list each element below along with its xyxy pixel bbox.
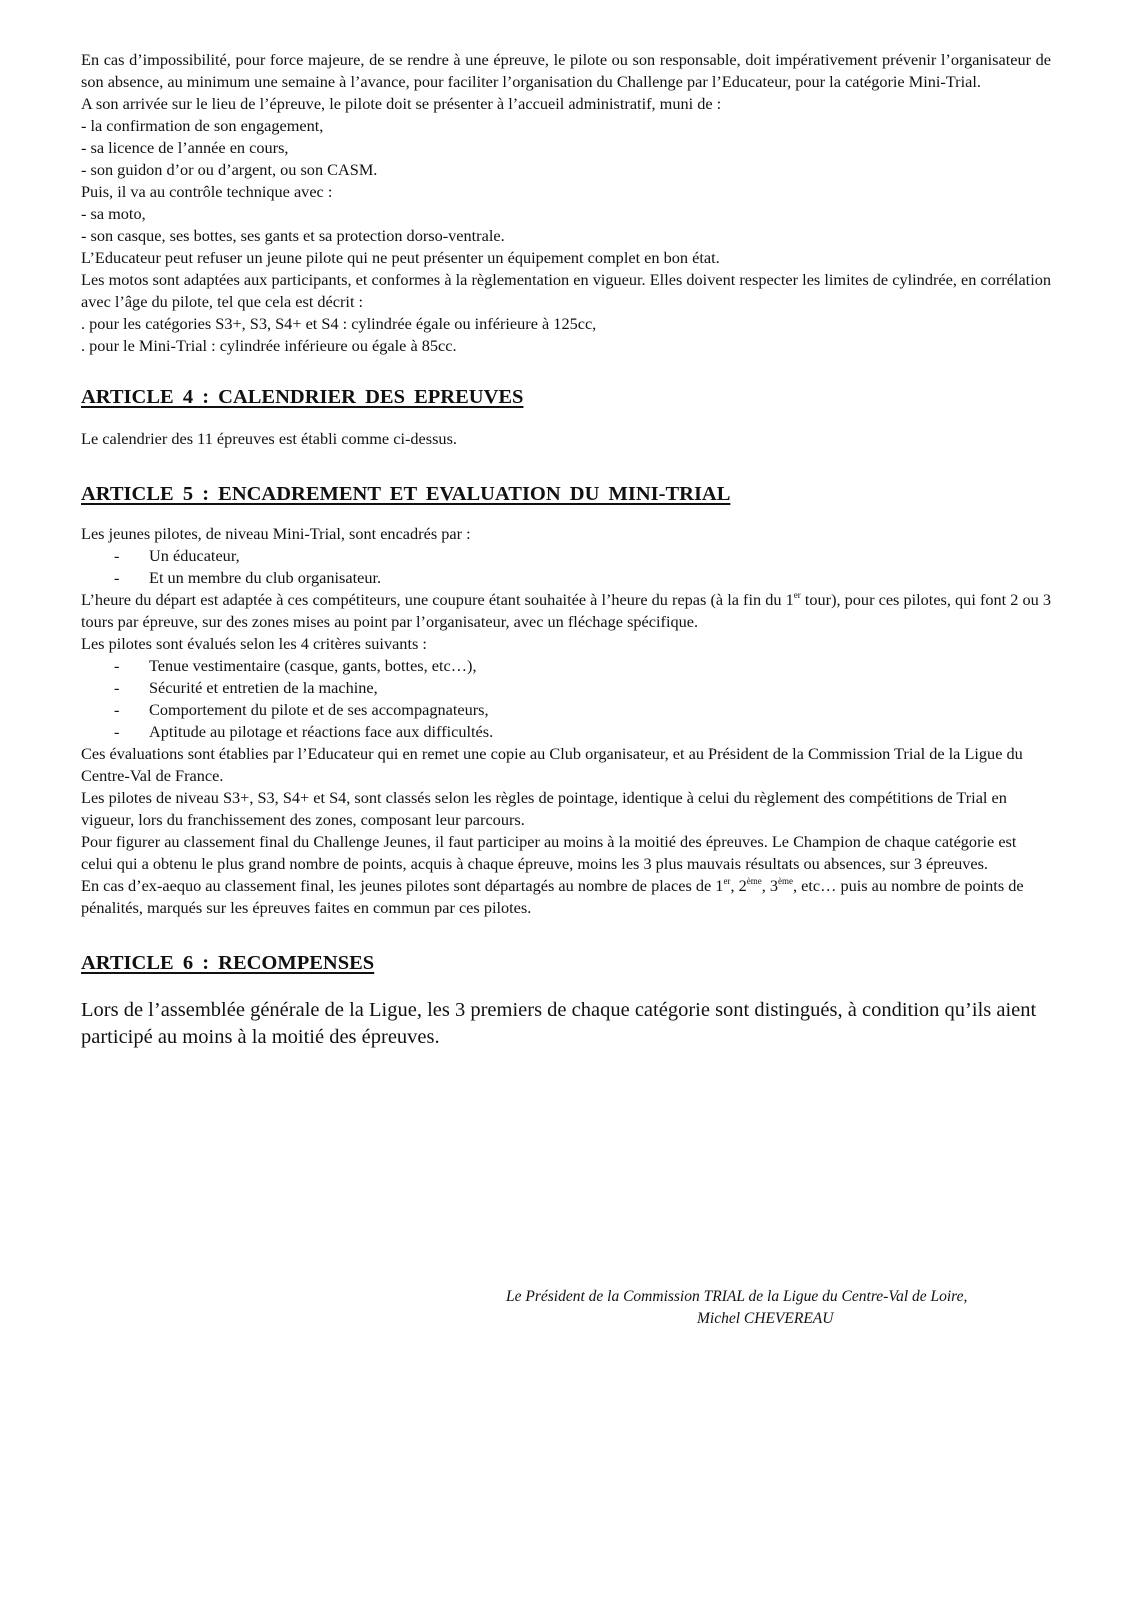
exaequo-superscript: ème [746, 876, 762, 886]
depart-superscript: er [793, 590, 801, 600]
list-item-text: Comportement du pilote et de ses accompagnateurs, [149, 700, 489, 719]
classes-paragraph: Les pilotes de niveau S3+, S3, S4+ et S4, sont classés selon les règles de pointage, identique à celui du règlement des compétitions de Trial en vigueur, lors du franchissement des zones, composant leur parcours. [81, 788, 1007, 829]
list-item [81, 721, 1051, 743]
intro-technical-line: Puis, il va au contrôle technique avec : [81, 182, 333, 201]
list-item-text: Tenue vestimentaire (casque, gants, bottes, etc…), [149, 656, 477, 675]
criteres-list [81, 655, 1051, 743]
list-item-text: Sécurité et entretien de la machine, [149, 678, 378, 697]
list-item [81, 677, 1051, 699]
list-item [81, 699, 1051, 721]
article-6-heading: ARTICLE 6 : RECOMPENSES [81, 952, 375, 974]
signature-block [506, 1286, 1036, 1330]
admin-item: - sa licence de l’année en cours, [81, 138, 289, 157]
list-item-text: Aptitude au pilotage et réactions face aux difficultés. [149, 722, 494, 741]
exaequo-paragraph [81, 875, 1051, 919]
tech-item: - sa moto, [81, 204, 146, 223]
signature-title: Le Président de la Commission TRIAL de la Ligue du Centre-Val de Loire, [506, 1288, 968, 1305]
document-page [81, 49, 1051, 1051]
encadres-line: Les jeunes pilotes, de niveau Mini-Trial, sont encadrés par : [81, 524, 471, 543]
intro-absence-paragraph: En cas d’impossibilité, pour force majeure, de se rendre à une épreuve, le pilote ou son responsable, doit impérativement prévenir l’organisateur de son absence, au minimum une semaine à l’avance, pour faciliter l’organisation du Challenge par l’Educateur, pour la catégorie Mini-Trial. [81, 50, 1051, 91]
tech-item: - son casque, ses bottes, ses gants et sa protection dorso-ventrale. [81, 226, 505, 245]
exaequo-superscript: er [723, 876, 731, 886]
article-4-text: Le calendrier des 11 épreuves est établi comme ci-dessus. [81, 429, 457, 448]
exaequo-superscript: ème [778, 876, 793, 886]
evaluations-paragraph: Ces évaluations sont établies par l’Educateur qui en remet une copie au Club organisateur, et au Président de la Commission Trial de la Ligue du Centre-Val de France. [81, 744, 1023, 785]
dash-bullet: - [114, 700, 120, 719]
list-item [81, 655, 1051, 677]
dash-bullet: - [114, 546, 120, 565]
dash-bullet: - [114, 656, 120, 675]
criteres-line: Les pilotes sont évalués selon les 4 critères suivants : [81, 634, 427, 653]
classement-paragraph: Pour figurer au classement final du Challenge Jeunes, il faut participer au moins à la moitié des épreuves. Le Champion de chaque catégorie est celui qui a obtenu le plus grand nombre de points, acquis à chaque épreuve, moins les 3 plus mauvais résultats ou absences, sur 3 épreuves. [81, 832, 1017, 873]
exaequo-text-a: En cas d’ex-aequo au classement final, les jeunes pilotes sont départagés au nombre de places de 1 [81, 876, 724, 895]
list-item-text: Un éducateur, [149, 546, 240, 565]
encadrants-list [81, 545, 1051, 589]
intro-refuse-line: L’Educateur peut refuser un jeune pilote qui ne peut présenter un équipement complet en bon état. [81, 248, 720, 267]
motos-paragraph: Les motos sont adaptées aux participants, et conformes à la règlementation en vigueur. Elles doivent respecter les limites de cylindrée, en corrélation avec l’âge du pilote, tel que cela est décrit : [81, 270, 1051, 311]
exaequo-text-c: , 3 [761, 876, 778, 895]
cylinder-item: . pour le Mini-Trial : cylindrée inférieure ou égale à 85cc. [81, 336, 457, 355]
depart-text-end: tour), pour ces pilotes, qui font 2 ou 3 tours par épreuve, sur des zones mises au point par l’organisateur, avec un fléchage spécifique. [81, 590, 1052, 631]
dash-bullet: - [114, 568, 120, 587]
cylinder-item: . pour les catégories S3+, S3, S4+ et S4 : cylindrée égale ou inférieure à 125cc, [81, 314, 597, 333]
list-item [81, 545, 1051, 567]
admin-item: - la confirmation de son engagement, [81, 116, 324, 135]
intro-arrival-line: A son arrivée sur le lieu de l’épreuve, le pilote doit se présenter à l’accueil administratif, muni de : [81, 94, 722, 113]
signature-name: Michel CHEVEREAU [697, 1310, 834, 1327]
depart-text-start: L’heure du départ est adaptée à ces compétiteurs, une coupure étant souhaitée à l’heure du repas (à la fin du 1 [81, 590, 794, 609]
dash-bullet: - [114, 722, 120, 741]
list-item [81, 567, 1051, 589]
admin-item: - son guidon d’or ou d’argent, ou son CASM. [81, 160, 378, 179]
exaequo-text-d: , etc… puis au nombre de points de pénalités, marqués sur les épreuves faites en commun par ces pilotes. [81, 876, 1024, 917]
depart-paragraph [81, 589, 1051, 633]
dash-bullet: - [114, 678, 120, 697]
exaequo-text-b: , 2 [730, 876, 747, 895]
article-6-text: Lors de l’assemblée générale de la Ligue, les 3 premiers de chaque catégorie sont distingués, à condition qu’ils aient participé au moins à la moitié des épreuves. [81, 999, 1037, 1048]
article-4-heading: ARTICLE 4 : CALENDRIER DES EPREUVES [81, 386, 524, 408]
article-5-heading: ARTICLE 5 : ENCADREMENT ET EVALUATION DU MINI-TRIAL [81, 483, 731, 505]
list-item-text: Et un membre du club organisateur. [149, 568, 382, 587]
